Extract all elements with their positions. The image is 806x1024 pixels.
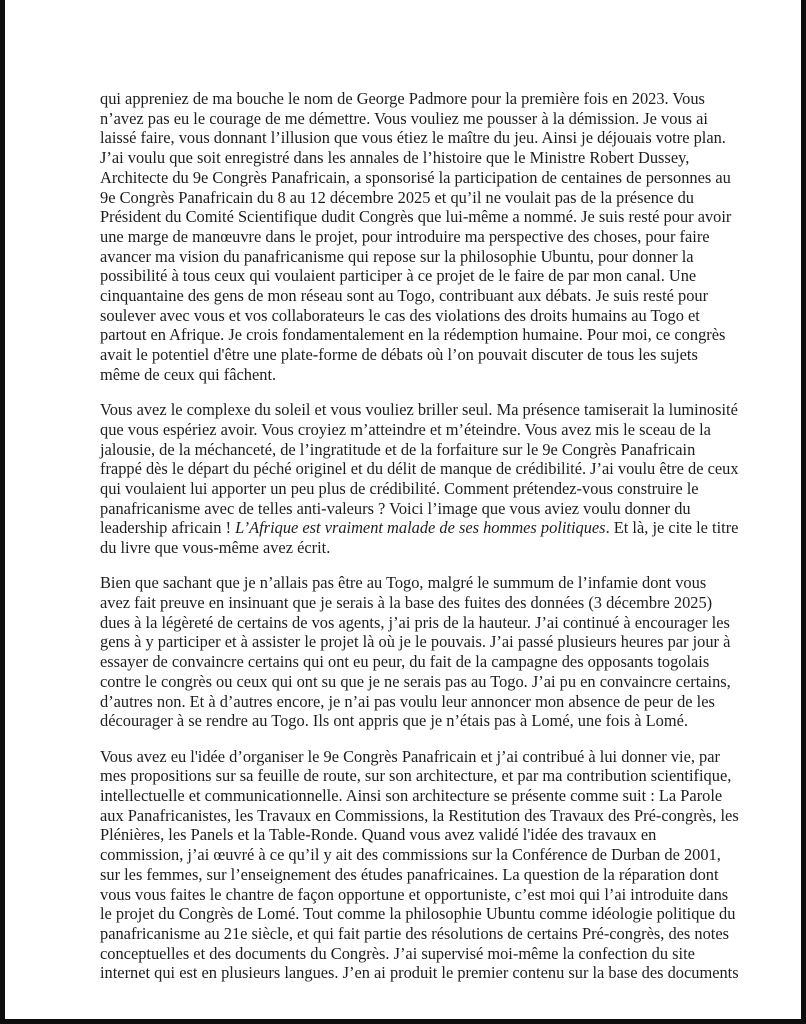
text-line: qui appreniez de ma bouche le nom de George Padmore pour la première fois en 2023. Vous <box>100 89 705 108</box>
text-line: décourager à se rendre au Togo. Ils ont appris que je n’étais pas à Lomé, une fois à Lomé. <box>100 711 688 731</box>
text-line: 9e Congrès Panafricain du 8 au 12 décembre 2025 et qu’il ne voulait pas de la présence du <box>100 187 694 207</box>
text-line: du livre que vous-même avez écrit. <box>100 538 331 558</box>
text-line: contre le congrès ou ceux qui ont su que je ne serais pas au Togo. J’ai pu en convaincre certains, <box>100 671 731 691</box>
text-line: jalousie, de la méchanceté, de l’ingratitude et de la forfaiture sur le 9e Congrès Panafricain <box>100 439 696 459</box>
text-line: possibilité à tous ceux qui voulaient participer à ce projet de le faire de par mon canal. Une <box>100 266 697 286</box>
text-line-with-book-title <box>100 518 739 538</box>
text-line: commission, j’ai œuvré à ce qu’il y ait des commissions sur la Conférence de Durban de 2001, <box>100 845 721 865</box>
text-line: d’autres non. Et à d’autres encore, je n’ai pas voulu leur annoncer mon absence de peur de les <box>100 691 715 711</box>
text-line: J’ai voulu que soit enregistré dans les annales de l’histoire que le Ministre Robert Dussey, <box>100 148 690 168</box>
text-line: partout en Afrique. Je crois fondamentalement en la rédemption humaine. Pour moi, ce congrès <box>100 325 726 345</box>
paragraph-2 <box>100 400 739 558</box>
text-line: panafricanisme avec de telles anti-valeurs ? Voici l’image que vous aviez voulu donner du <box>100 498 691 518</box>
paragraph-3 <box>100 573 731 731</box>
text-line: n’avez pas eu le courage de me démettre. Vous vouliez me pousser à la démission. Je vous ai <box>100 108 708 128</box>
text-line: gens à y participer et à assister le projet là où je le pouvais. J’ai passé plusieurs heures par jour à <box>100 632 731 652</box>
text-line: qui voulaient lui apporter un peu plus de crédibilité. Comment prétendez-vous construire le <box>100 478 699 498</box>
text-line: le projet du Congrès de Lomé. Tout comme la philosophie Ubuntu comme idéologie politique du <box>100 904 736 924</box>
document-page <box>5 0 801 1019</box>
text-line: soulever avec vous et vos collaborateurs le cas des violations des droits humains au Togo et <box>100 305 700 325</box>
text-line: vous vous faites le chantre de façon opportune et opportuniste, c’est moi qui l’ai introduite dans <box>100 884 729 904</box>
text-line: cinquantaine des gens de mon réseau sont au Togo, contribuant aux débats. Je suis resté pour <box>100 286 709 306</box>
text-line: avez fait preuve en insinuant que je serais à la base des fuites des données (3 décembre 2025) <box>100 593 713 613</box>
document-body <box>100 89 739 999</box>
text-line: laissé faire, vous donnant l’illusion que vous étiez le maître du jeu. Ainsi je déjouais votre plan. <box>100 128 726 148</box>
text-line: dues à la légèreté de certains de vos agents, j’ai pris de la hauteur. J’ai continué à encourager les <box>100 612 730 632</box>
text-line: Bien que sachant que je n’allais pas être au Togo, malgré le summum de l’infamie dont vous <box>100 573 707 593</box>
text-line: panafricanisme au 21e siècle, et qui fait partie des résolutions de certains Pré-congrès, des notes <box>100 923 729 943</box>
text-line: conceptuelles et des documents du Congrès. J’ai supervisé moi-même la confection du site <box>100 943 695 963</box>
text-line: avancer ma vision du panafricanisme qui repose sur la philosophie Ubuntu, pour donner la <box>100 246 694 266</box>
paragraph-1 <box>100 89 732 385</box>
text-line: intellectuelle et communicationnelle. Ainsi son architecture se présente comme suit : La Parole <box>100 785 723 805</box>
text-line: aux Panafricanistes, les Travaux en Commissions, la Restitution des Travaux des Pré-congrès, les <box>100 805 739 825</box>
book-title: L’Afrique est vraiment malade de ses hommes politiques <box>235 518 606 538</box>
text-line: une marge de manœuvre dans le projet, pour introduire ma perspective des choses, pour faire <box>100 226 710 246</box>
text-line: Architecte du 9e Congrès Panafricain, a sponsorisé la participation de centaines de personnes au <box>100 167 731 187</box>
text-line: Président du Comité Scientifique dudit Congrès que lui-même a nommé. Je suis resté pour avoir <box>100 207 732 227</box>
text-line: mes propositions sur sa feuille de route, sur son architecture, et par ma contribution scientifique, <box>100 766 732 786</box>
text-line: Vous avez eu l'idée d’organiser le 9e Congrès Panafricain et j’ai contribué à lui donner vie, par <box>100 746 720 766</box>
text-line: Vous avez le complexe du soleil et vous vouliez briller seul. Ma présence tamiserait la luminosité <box>100 400 738 420</box>
text-line: Plénières, les Panels et la Table-Ronde. Quand vous avez validé l'idée des travaux en <box>100 825 657 845</box>
text-line: frappé dès le départ du péché originel et du délit de manque de crédibilité. J’ai voulu être de ceux <box>100 459 739 479</box>
text-line: internet qui est en plusieurs langues. J’en ai produit le premier contenu sur la base des documents <box>100 963 739 983</box>
text-line: essayer de convaincre certains qui ont eu peur, du fait de la campagne des opposants togolais <box>100 652 710 672</box>
paragraph-4 <box>100 746 739 983</box>
text-line: avait le potentiel d'être une plate-forme de débats où l’on pouvait discuter de tous les sujets <box>100 345 698 365</box>
text-line: sur les femmes, sur l’enseignement des études panafricaines. La question de la réparation dont <box>100 864 719 884</box>
text-line: même de ceux qui fâchent. <box>100 364 277 384</box>
text-line: que vous espériez avoir. Vous croyiez m’atteindre et m’éteindre. Vous avez mis le sceau de la <box>100 419 711 439</box>
text-segment: . Et là, je cite le titre <box>605 518 739 538</box>
text-segment: leadership africain ! <box>100 518 236 538</box>
